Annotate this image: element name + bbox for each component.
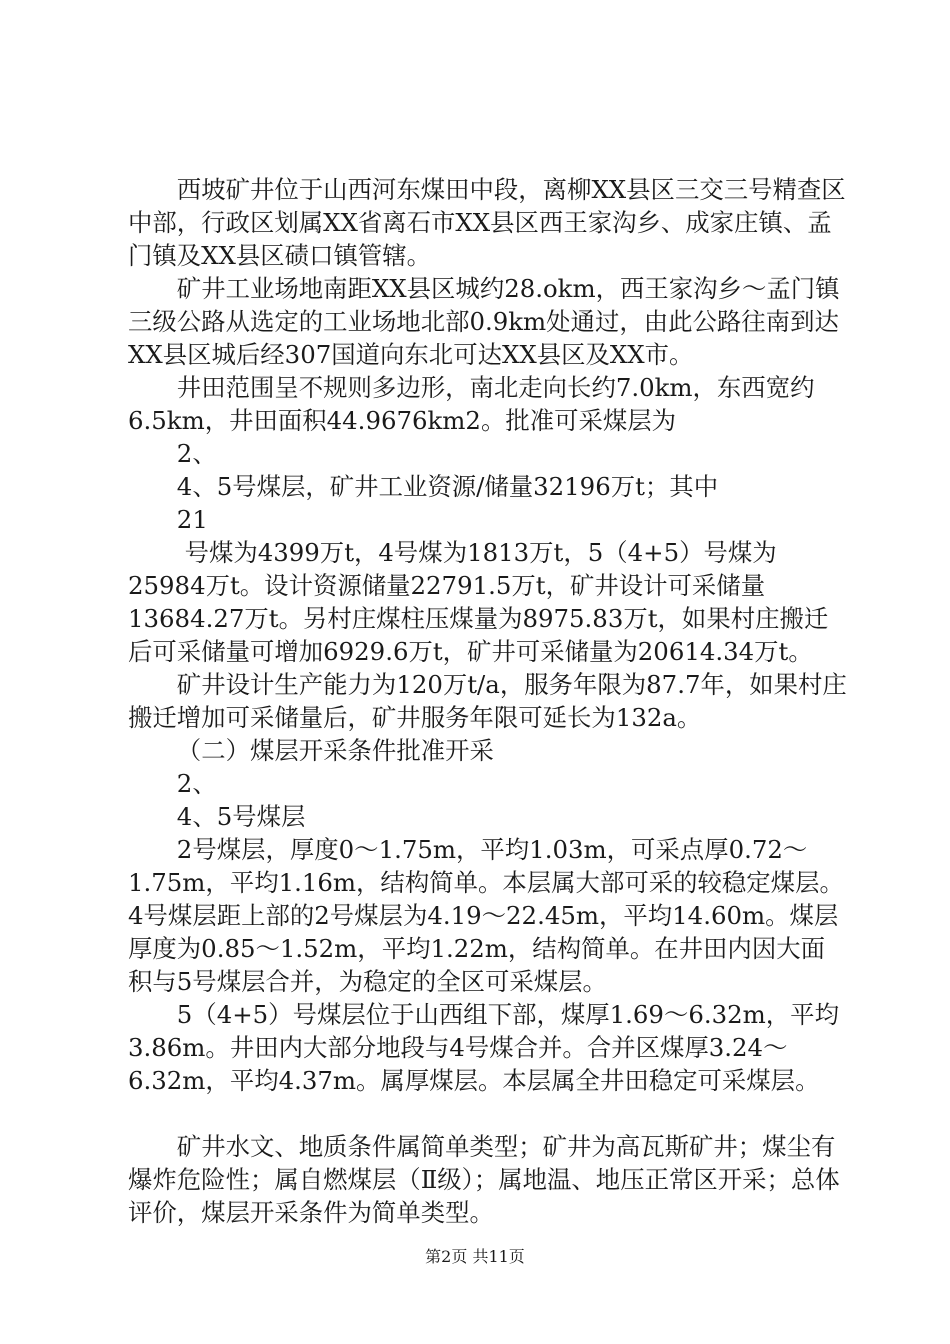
paragraph-reserve-details: 号煤为4399万t，4号煤为1813万t，5（4+5）号煤为25984万t。设计资源储量22791.5万t，矿井设计可采储量13684.27万t。另村庄煤柱压煤量为8975.83万t，如果村庄搬迁后可采储量可增加6929.6万t，矿井可采储量为20614.34万t。 — [128, 538, 829, 666]
paragraph-transport: 矿井工业场地南距XX县区城约28.okm，西王家沟乡～孟门镇三级公路从选定的工业场地北部0.9km处通过，由此公路往南到达XX县区城后经307国道向东北可达XX县区及XX市。 — [128, 274, 840, 369]
section-heading-mining-conditions: （二）煤层开采条件批准开采 — [176, 736, 494, 765]
page-number-label: 第2页 共11页 — [425, 1247, 525, 1266]
paragraph-field-range: 井田范围呈不规则多边形，南北走向长约7.0km，东西宽约6.5km，井田面积44.9676km2。批准可采煤层为 — [128, 373, 815, 435]
page-footer — [0, 1244, 950, 1267]
paragraph-seam-fragment-1: 2、 — [176, 439, 217, 468]
paragraph-seam-fragment-3: 2、 — [176, 769, 217, 798]
paragraph-spacer — [128, 1097, 848, 1130]
paragraph-hydrogeology: 矿井水文、地质条件属简单类型；矿井为高瓦斯矿井；煤尘有爆炸危险性；属自燃煤层（Ⅱ级）；属地温、地压正常区开采；总体评价，煤层开采条件为简单类型。 — [128, 1132, 840, 1227]
paragraph-location: 西坡矿井位于山西河东煤田中段，离柳XX县区三交三号精查区中部，行政区划属XX省离石市XX县区西王家沟乡、成家庄镇、孟门镇及XX县区碛口镇管辖。 — [128, 175, 846, 270]
paragraph-seam-5: 5（4+5）号煤层位于山西组下部，煤厚1.69～6.32m，平均3.86m。井田内大部分地段与4号煤合并。合并区煤厚3.24～6.32m，平均4.37m。属厚煤层。本层属全井田稳定可采煤层。 — [128, 1000, 839, 1095]
paragraph-seam-fragment-2: 21 — [176, 505, 208, 534]
paragraph-seam-reserves: 4、5号煤层，矿井工业资源/储量32196万t；其中 — [176, 472, 719, 501]
paragraph-capacity: 矿井设计生产能力为120万t/a，服务年限为87.7年，如果村庄搬迁增加可采储量后，矿井服务年限可延长为132a。 — [128, 670, 847, 732]
paragraph-seam-2-4: 2号煤层，厚度0～1.75m，平均1.03m，可采点厚0.72～1.75m，平均1.16m，结构简单。本层属大部可采的较稳定煤层。4号煤层距上部的2号煤层为4.19～22.45m，平均14.60m。煤层厚度为0.85～1.52m，平均1.22m，结构简单。在井田内因大面积与5号煤层合并，为稳定的全区可采煤层。 — [128, 835, 844, 996]
document-body — [128, 173, 848, 1229]
paragraph-seam-fragment-4: 4、5号煤层 — [176, 802, 306, 831]
